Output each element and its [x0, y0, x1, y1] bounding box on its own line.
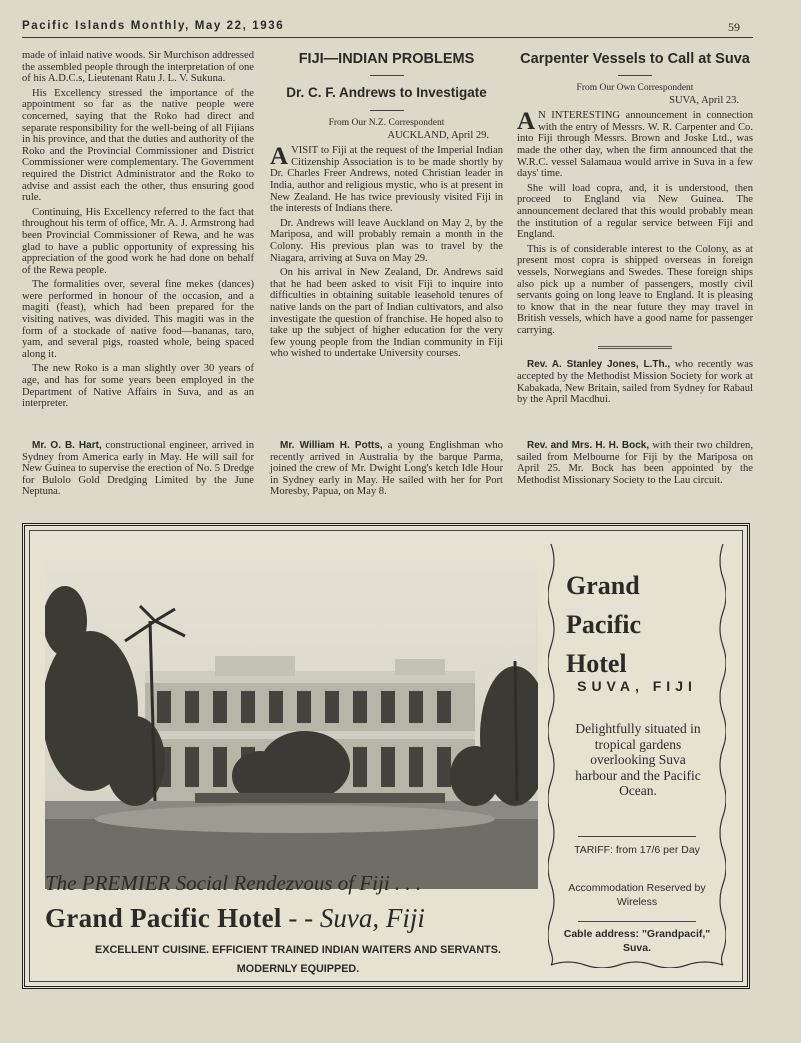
advert-side-panel	[548, 541, 726, 968]
advert-description: Delightfully situated in tropical gardens overlooking Suva harbour and the Pacific Ocean.	[575, 721, 701, 798]
advert-services: EXCELLENT CUISINE. EFFICIENT TRAINED INDIAN WAITERS AND SERVANTS. MODERNLY EQUIPPED.	[95, 944, 501, 975]
dateline: AUCKLAND, April 29.	[387, 129, 489, 141]
paragraph: Dr. Andrews will leave Auckland on May 2, by the Mariposa, and will probably remain a month in the Colony. His previous plan was to travel by the Niagara, arriving at Suva on May 29.	[270, 217, 503, 264]
personal-note: Mr. William H. Potts, a young Englishman who recently arrived in Australia by the barque Parma, joined the crew of Mr. Dwight Long's ketch Idle Hour in Sydney early in May. He sailed with her for Port Moresby, Papua, on May 8.	[270, 440, 503, 498]
rule	[578, 836, 696, 837]
rule	[370, 110, 404, 111]
advert-cable-address: Cable address: "Grandpacif," Suva.	[563, 928, 711, 954]
publication-title: Pacific Islands Monthly, May 22, 1936	[22, 20, 285, 32]
rule	[618, 75, 652, 76]
article-subhead: Dr. C. F. Andrews to Investigate	[286, 85, 487, 100]
personal-note: Rev. A. Stanley Jones, L.Th., who recently was accepted by the Methodist Mission Society for work at Kabakada, New Britain, sailed from Sydney for Rabaul by the April Macdhui.	[517, 359, 753, 406]
advert-location: SUVA, FIJI	[577, 678, 697, 694]
paragraph: The new Roko is a man slightly over 30 years of age, and has for some years been employed in the Department of Native Affairs in Suva, and as an interpreter.	[22, 363, 254, 410]
dateline: SUVA, April 23.	[669, 94, 739, 106]
article-headline: Carpenter Vessels to Call at Suva	[520, 51, 750, 67]
column-1	[22, 50, 254, 413]
lead-paragraph: A N INTERESTING announcement in connection with the entry of Messrs. W. R. Carpenter and Co. into Fiji through Messrs. Brown and Joske Ltd., was made the other day, when the firm announced that the W.R.C. vessel Salamaua would arrive in Suva in a few days' time.	[517, 108, 753, 180]
lead-paragraph: AVISIT to Fiji at the request of the Imperial Indian Citizenship Association is to be made shortly by Dr. Charles Freer Andrews, noted Christian leader in India, author and religious mystic, who is at present in New Zealand. He has twice previously visited Fiji in the interests of Indians there.	[270, 143, 503, 215]
paragraph: This is of considerable interest to the Colony, as at present most copra is shipped overseas in foreign vessels, Norwegians and Swedes. These foreign ships also pick up a number of passengers, mostly civil servants going on long leave to England. It is pleasing to know that in the near future they may travel in British vessels, which have a good name for passenger carrying.	[517, 243, 753, 336]
hotel-advertisement	[22, 523, 750, 989]
page-header	[22, 20, 738, 38]
paragraph: The formalities over, several fine mekes (dances) were performed in honour of the occasion, and a magiti (feast), which had been prepared for the visiting natives, was divided. This magiti was in the form of a stockade of native food—bananas, taro, yam, and several pigs, roasted whole, being spaced along it.	[22, 279, 254, 360]
section-divider	[598, 346, 672, 349]
paragraph: made of inlaid native woods. Sir Murchison addressed the assembled people through the interpretation of one of his A.D.C.s, Lieutenant Ratu J. L. V. Sukuna.	[22, 50, 254, 85]
advert-panel-title: Grand Pacific Hotel	[566, 571, 642, 678]
personal-note: Rev. and Mrs. H. H. Bock, with their two children, sailed from Melbourne for Fiji by the Mariposa on April 25. Mr. Bock has been appointed by the Methodist Missionary Society to the Lau circuit.	[517, 440, 753, 486]
advert-accommodation: Accommodation Reserved by Wireless	[568, 882, 706, 908]
paragraph: She will load copra, and, it is understood, then proceed to England via New Guinea. The announcement declared that this would probably mean the institution of a regular service between Fiji and England.	[517, 182, 753, 241]
paragraph: On his arrival in New Zealand, Dr. Andrews said that he had been asked to visit Fiji to inquire into difficulties in obtaining suitable leasehold tenures of native lands on the part of Indian cultivators, and also investigate the question of franchise. He hoped also to take up the subject of higher education for the very few young people from the Indian community in Fiji who wished to undertake University courses.	[270, 267, 503, 360]
paragraph: Continuing, His Excellency referred to the fact that throughout his term of office, Mr. A. J. Armstrong had been Provincial Commissioner of Rewa, and he was glad to have a public opportunity of expressing his appreciation of the good work he had done on behalf of the Rewa people.	[22, 206, 254, 276]
personal-note: Mr. O. B. Hart, constructional engineer, arrived in Sydney from America early in May. He will sail for New Guinea to supervise the erection of No. 5 Dredge for Bulolo Gold Dredging Limited by the June Neptuna.	[22, 440, 255, 498]
column-3	[517, 50, 753, 409]
rule	[370, 75, 404, 76]
drop-cap: A	[270, 143, 289, 171]
advert-tariff: TARIFF: from 17/6 per Day	[574, 844, 700, 856]
article-headline: FIJI—INDIAN PROBLEMS	[298, 51, 475, 67]
header-rule	[22, 37, 753, 38]
rule	[578, 921, 696, 922]
column-2	[270, 50, 503, 363]
paragraph: His Excellency stressed the importance of the appointment so far as the native people were concerned, saying that the Roko had direct and separate responsibility for the well-being of all Fijians in his province, and that the duties and authority of the Roko and the Provincial Commissioner and District Commissioner were complementary. The Government required the District Administrator and the Roko to advise and assist each the other, thus ensuring good rule.	[22, 87, 254, 204]
page-number: 59	[728, 20, 740, 34]
advert-hotel-name: Grand Pacific Hotel - - Suva, Fiji	[45, 903, 425, 933]
drop-cap: A	[517, 108, 536, 136]
correspondent-line: From Our Own Correspondent	[576, 83, 694, 93]
correspondent-line: From Our N.Z. Correspondent	[328, 118, 445, 128]
advert-tagline: The PREMIER Social Rendezvous of Fiji . . .	[45, 871, 422, 895]
hotel-photograph	[45, 561, 538, 889]
